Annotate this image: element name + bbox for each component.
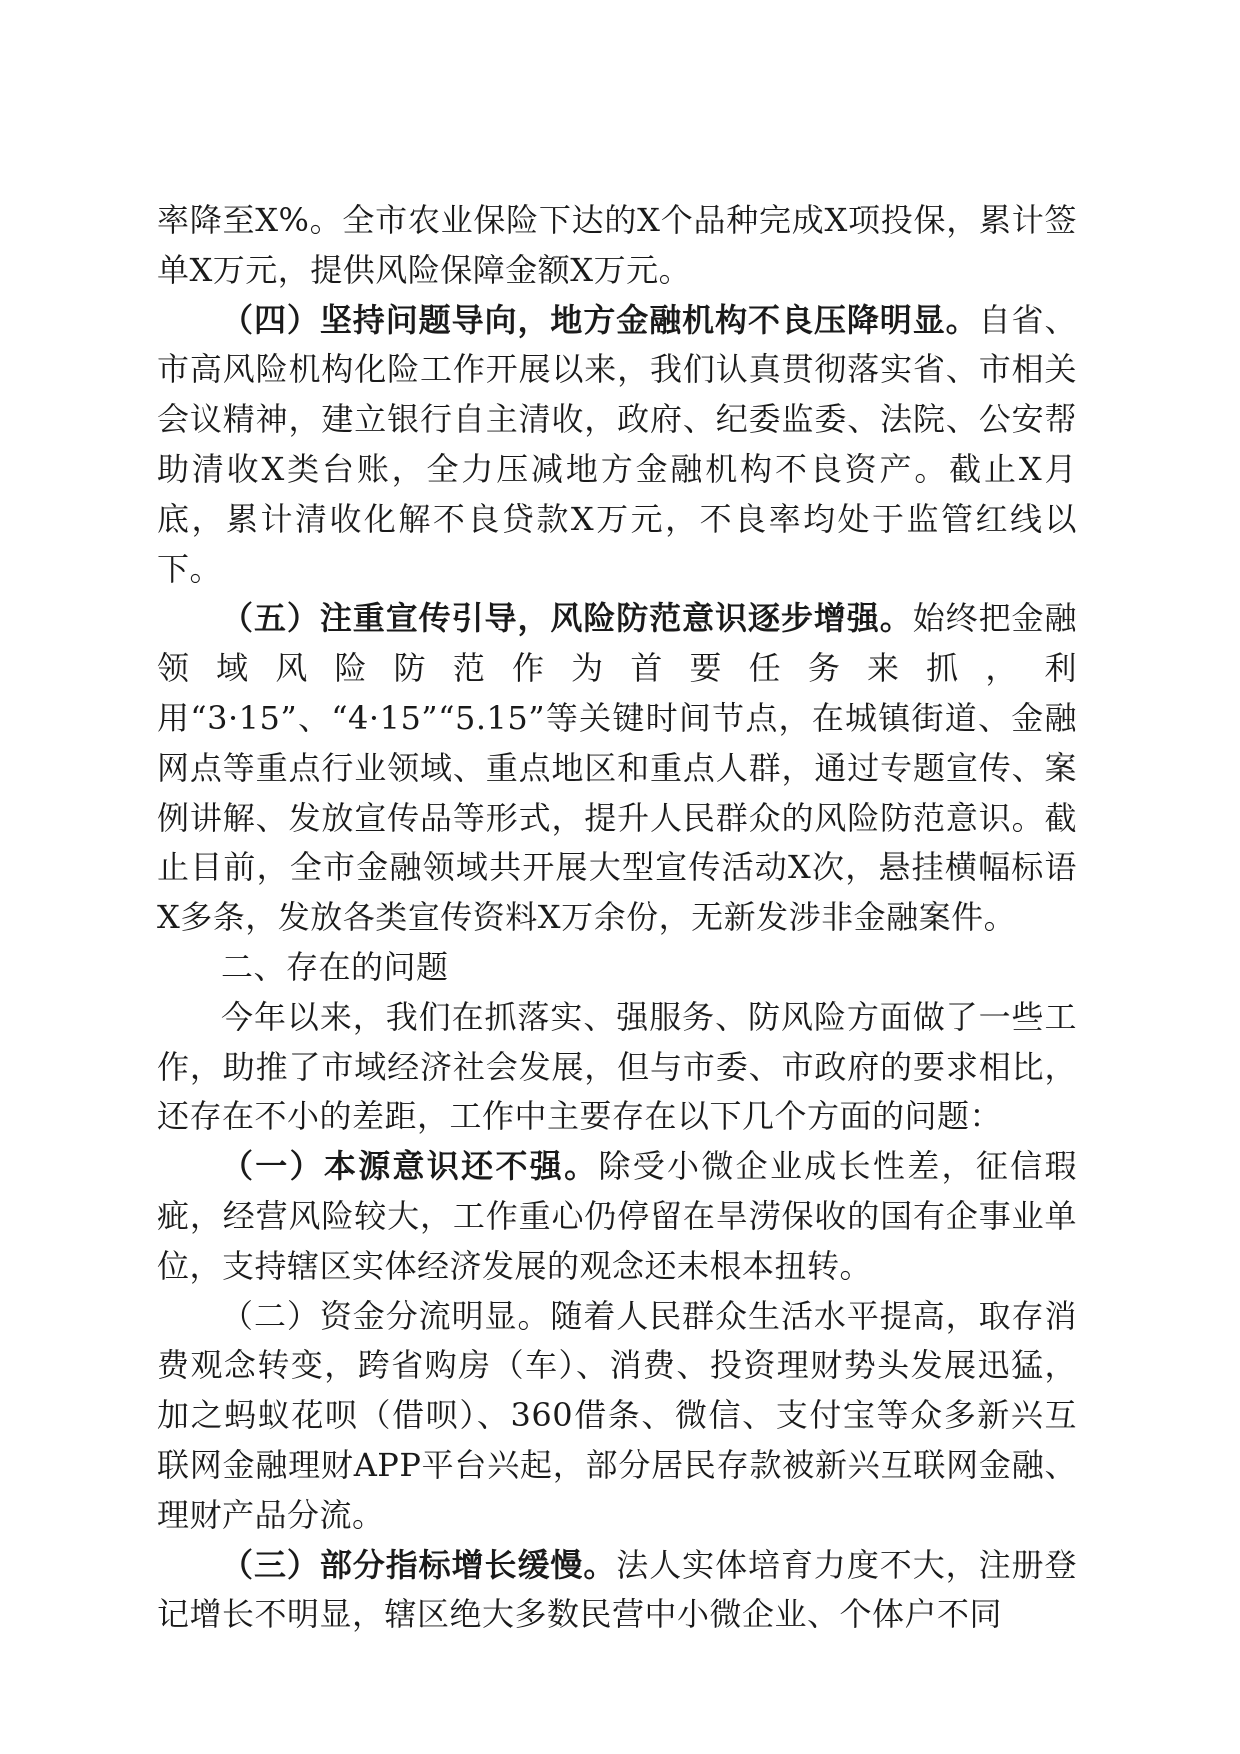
- paragraph-continuation: [157, 196, 1077, 296]
- paragraph-text: 今年以来，我们在抓落实、强服务、防风险方面做了一些工作，助推了市域经济社会发展，但与市委、市政府的要求相比，还存在不小的差距，工作中主要存在以下几个方面的问题：: [157, 997, 1077, 1136]
- subsection-heading: （四）坚持问题导向，地方金融机构不良压降明显。: [221, 300, 979, 339]
- paragraph-intro: [157, 993, 1077, 1142]
- paragraph-text: 始终把金融领域风险防范作为首要任务来抓，利用“3·15”、“4·15”“5.15”等关键时间节点，在城镇街道、金融网点等重点行业领域、重点地区和重点人群，通过专题宣传、案例讲解、发放宣传品等形式，提升人民群众的风险防范意识。截止目前，全市金融领域共开展大型宣传活动X次，悬挂横幅标语X多条，发放各类宣传资料X万余份，无新发涉非金融案件。: [157, 599, 1077, 937]
- paragraph-text: 率降至X%。全市农业保险下达的X个品种完成X项投保，累计签单X万元，提供风险保障金额X万元。: [157, 201, 1077, 289]
- paragraph-issue-1: [157, 1142, 1077, 1291]
- subsection-heading: （五）注重宣传引导，风险防范意识逐步增强。: [221, 599, 913, 638]
- paragraph-subsection-4: [157, 296, 1077, 595]
- paragraph-subsection-5: [157, 594, 1077, 943]
- paragraph-text: 法人实体培育力度不大，注册登记增长不明显，辖区绝大多数民营中小微企业、个体户不同: [157, 1545, 1077, 1634]
- subsection-heading: （二）资金分流明显。: [221, 1296, 551, 1335]
- paragraph-text: 随着人民群众生活水平提高，取存消费观念转变，跨省购房（车）、消费、投资理财势头发展迅猛，加之蚂蚁花呗（借呗）、360借条、微信、支付宝等众多新兴互联网金融理财APP平台兴起，部分居民存款被新兴互联网金融、理财产品分流。: [157, 1296, 1077, 1534]
- paragraph-text: 除受小微企业成长性差，征信瑕疵，经营风险较大，工作重心仍停留在旱涝保收的国有企事业单位，支持辖区实体经济发展的观念还未根本扭转。: [157, 1147, 1077, 1285]
- paragraph-text: 自省、市高风险机构化险工作开展以来，我们认真贯彻落实省、市相关会议精神，建立银行自主清收，政府、纪委监委、法院、公安帮助清收X类台账，全力压减地方金融机构不良资产。截止X月底，累计清收化解不良贷款X万元，不良率均处于监管红线以下。: [157, 300, 1077, 588]
- subsection-heading: （三）部分指标增长缓慢。: [221, 1545, 617, 1584]
- paragraph-issue-3: [157, 1541, 1077, 1641]
- paragraph-issue-2: [157, 1292, 1077, 1541]
- subsection-heading: （一）本源意识还不强。: [221, 1147, 599, 1186]
- document-body: [157, 196, 1077, 1640]
- section-heading: 二、存在的问题: [221, 947, 449, 986]
